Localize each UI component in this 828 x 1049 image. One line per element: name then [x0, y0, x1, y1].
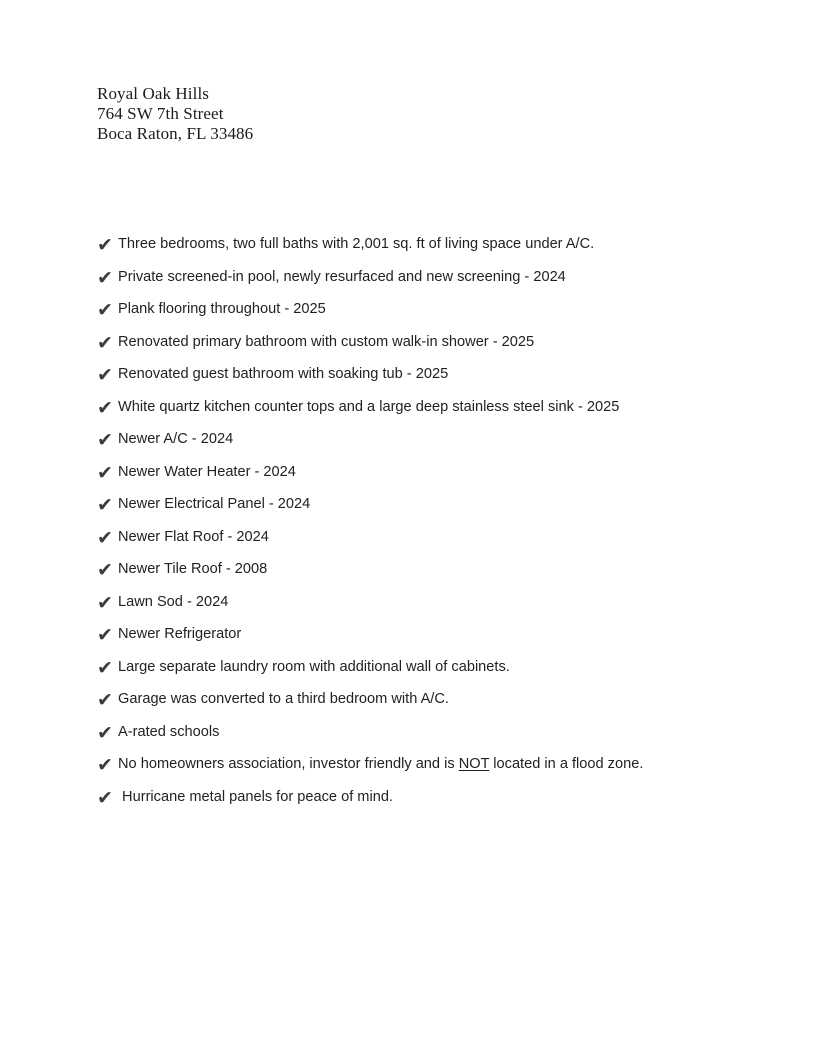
checkmark-icon: ✔	[97, 786, 113, 809]
checkmark-icon: ✔	[97, 754, 113, 776]
checklist-item	[97, 691, 643, 709]
checklist-item	[97, 366, 643, 384]
checklist-item-text: Newer Tile Roof - 2008	[118, 561, 268, 577]
checkmark-icon: ✔	[97, 559, 113, 581]
feature-checklist	[97, 236, 643, 821]
checkmark-icon: ✔	[97, 429, 113, 451]
text-segment: located in a flood zone.	[489, 756, 644, 772]
address-line-city: Boca Raton, FL 33486	[97, 124, 254, 143]
checklist-item-text: Lawn Sod - 2024	[118, 593, 229, 610]
checklist-item-text: Plank flooring throughout - 2025	[118, 301, 326, 317]
checklist-item-text: Newer A/C - 2024	[118, 431, 234, 447]
checklist-item-text: Garage was converted to a third bedroom with A/C.	[118, 691, 449, 707]
checklist-item	[97, 591, 643, 614]
checkmark-icon: ✔	[97, 526, 113, 549]
checklist-item	[97, 756, 643, 774]
checklist-item	[97, 266, 643, 289]
checklist-item-text: Private screened-in pool, newly resurfaced and new screening - 2024	[118, 268, 566, 285]
checkmark-icon: ✔	[97, 461, 113, 484]
checkmark-icon: ✔	[97, 591, 113, 614]
checkmark-icon: ✔	[97, 396, 113, 419]
checkmark-icon: ✔	[97, 656, 113, 679]
checklist-item	[97, 656, 643, 679]
underlined-text: NOT	[458, 756, 490, 772]
address-line-community: Royal Oak Hills	[97, 84, 209, 103]
checklist-item-text: Newer Electrical Panel - 2024	[118, 496, 311, 512]
checklist-item	[97, 396, 643, 419]
checkmark-icon: ✔	[97, 331, 113, 354]
checklist-item-text: Renovated primary bathroom with custom walk-in shower - 2025	[118, 333, 535, 350]
checklist-item-text	[118, 756, 643, 774]
checklist-item-text: Newer Water Heater - 2024	[118, 463, 296, 480]
checklist-item	[97, 786, 643, 809]
checklist-item-text: White quartz kitchen counter tops and a large deep stainless steel sink - 2025	[118, 398, 620, 415]
checklist-item	[97, 301, 643, 319]
checkmark-icon: ✔	[97, 364, 113, 386]
checklist-item	[97, 331, 643, 354]
checklist-item	[97, 721, 643, 744]
checklist-item	[97, 526, 643, 549]
checkmark-icon: ✔	[97, 266, 113, 289]
checklist-item	[97, 431, 643, 449]
checklist-item	[97, 461, 643, 484]
checkmark-icon: ✔	[97, 494, 113, 516]
property-address	[97, 84, 253, 144]
checklist-item-text: A-rated schools	[118, 723, 220, 740]
checklist-item-text: Renovated guest bathroom with soaking tub - 2025	[118, 366, 449, 382]
checklist-item	[97, 626, 643, 644]
address-line-street: 764 SW 7th Street	[97, 104, 224, 123]
checkmark-icon: ✔	[97, 234, 113, 256]
checkmark-icon: ✔	[97, 624, 113, 646]
checklist-item-text: Newer Flat Roof - 2024	[118, 528, 269, 545]
checklist-item	[97, 236, 643, 254]
checklist-item-text: Hurricane metal panels for peace of mind.	[118, 788, 393, 805]
checklist-item	[97, 496, 643, 514]
checkmark-icon: ✔	[97, 299, 113, 321]
checkmark-icon: ✔	[97, 689, 113, 711]
checklist-item	[97, 561, 643, 579]
checklist-item-text: Three bedrooms, two full baths with 2,001 sq. ft of living space under A/C.	[118, 236, 595, 252]
checklist-item-text: Large separate laundry room with additional wall of cabinets.	[118, 658, 510, 675]
checkmark-icon: ✔	[97, 721, 113, 744]
text-segment: No homeowners association, investor friendly and is	[118, 756, 459, 772]
checklist-item-text: Newer Refrigerator	[118, 626, 242, 642]
